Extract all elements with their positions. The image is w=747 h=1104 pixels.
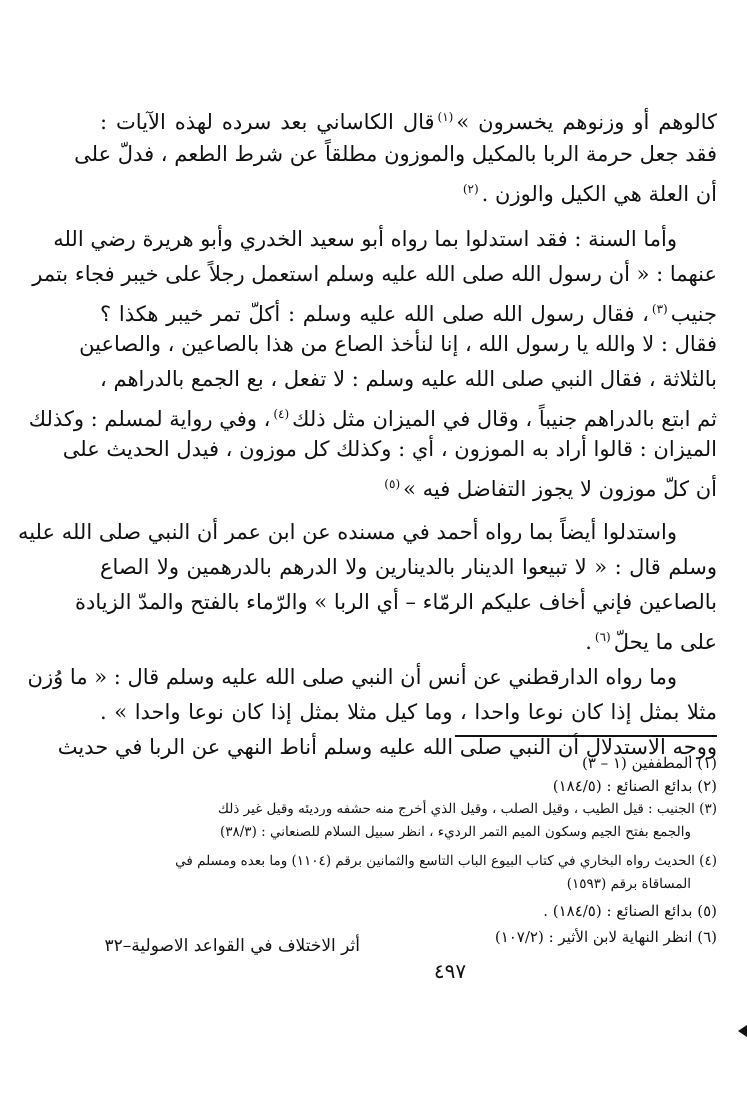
- body-line-4: وأما السنة : فقد استدلوا بما رواه أبو سعيد الخدري وأبو هريرة رضي الله: [53, 227, 677, 251]
- footnote-ref-2: (٢): [462, 182, 479, 196]
- text-span: ، فقال رسول الله صلى الله عليه وسلم : أكلّ تمر خيبر هكذا ؟: [100, 302, 649, 326]
- text-span: أن كلّ موزون لا يجوز التفاضل فيه »: [403, 477, 717, 501]
- page-number: ٤٩٧: [433, 959, 467, 983]
- body-line-15: [100, 620, 717, 659]
- body-line-14: بالصاعين فإني أخاف عليكم الرمّاء – أي الربا » والرّماء بالفتح والمدّ الزيادة: [75, 590, 717, 614]
- body-line-11: [100, 467, 717, 506]
- footnote-ref-3: (٣): [651, 302, 668, 316]
- text-span: أن العلة هي الكيل والوزن .: [481, 182, 717, 206]
- body-line-9: [28, 397, 717, 436]
- text-span: ، وفي رواية لمسلم : وكذلك: [28, 407, 271, 431]
- footnote-3: (٣) الجنيب : قيل الطيب ، وقيل الصلب ، وقيل الذي أخرج منه حشفه ورديئه وقيل غير ذلك: [217, 801, 717, 817]
- body-line-8: بالثلاثة ، فقال النبي صلى الله عليه وسلم : لا تفعل ، بع الجمع بالدراهم ،: [100, 367, 717, 391]
- footnote-4-continued: المساقاة برقم (١٥٩٣): [566, 876, 691, 892]
- footnote-5: (٥) بدائع الصنائع : (١٨٤/٥) .: [543, 902, 717, 920]
- body-line-13: وسلم قال : « لا تبيعوا الدينار بالدينارين ولا الدرهم بالدرهمين ولا الصاع: [100, 555, 717, 579]
- text-span: ثم ابتع بالدراهم جنيباً ، وقال في الميزان مثل ذلك: [292, 407, 717, 431]
- footnote-ref-5: (٥): [384, 477, 401, 491]
- text-span: جنيب: [670, 302, 717, 326]
- body-line-7: فقال : لا والله يا رسول الله ، إنا لنأخذ الصاع من هذا بالصاعين ، والصاعين: [79, 332, 717, 356]
- body-line-2: فقد جعل حرمة الربا بالمكيل والموزون مطلقاً عن شرط الطعم ، فدلّ على: [74, 142, 717, 166]
- page-edge-marker: [738, 1025, 747, 1037]
- footnote-separator: [455, 735, 717, 737]
- body-line-16: وما رواه الدارقطني عن أنس أن النبي صلى الله عليه وسلم قال : « ما وُزن: [27, 665, 677, 689]
- footnote-ref-6: (٦): [594, 630, 611, 644]
- footnote-ref-1: (١): [437, 110, 454, 124]
- body-line-6: [100, 292, 717, 331]
- body-line-12: واستدلوا أيضاً بما رواه أحمد في مسنده عن ابن عمر أن النبي صلى الله عليه: [17, 520, 677, 544]
- text-span: قال الكاساني بعد سرده لهذه الآيات :: [100, 110, 435, 134]
- body-line-18: ووجه الاستدلال أن النبي صلى الله عليه وسلم أناط النهي عن الربا في حديث: [57, 735, 717, 759]
- body-line-1: [100, 100, 717, 139]
- footnote-ref-4: (٤): [273, 407, 290, 421]
- body-line-17: مثلا بمثل إذا كان نوعا واحدا ، وما كيل مثلا بمثل إذا كان نوعا واحدا » .: [100, 700, 717, 724]
- footnote-4: (٤) الحديث رواه البخاري في كتاب البيوع الباب التاسع والثمانين برقم (١١٠٤) وما بعده ومسلم في: [175, 853, 717, 869]
- body-line-5: عنهما : « أن رسول الله صلى الله عليه وسلم استعمل رجلاً على خيبر فجاء بتمر: [32, 262, 717, 286]
- footnote-2: (٢) بدائع الصنائع : (١٨٤/٥): [552, 777, 717, 795]
- text-span: .: [585, 630, 592, 654]
- body-line-10: الميزان : قالوا أراد به الموزون ، أي : وكذلك كل موزون ، فيدل الحديث على: [62, 437, 717, 461]
- text-span: كالوهم أو وزنوهم يخسرون »: [456, 110, 718, 134]
- running-footer-title: أثر الاختلاف في القواعد الاصولية–٣٢: [104, 936, 360, 956]
- footnote-1: (١) المطففين (١ – ٣): [581, 754, 717, 772]
- footnote-6: (٦) انظر النهاية لابن الأثير : (١٠٧/٢): [494, 928, 717, 946]
- text-span: على ما يحلّ: [613, 630, 717, 654]
- footnote-3-continued: والجمع بفتح الجيم وسكون الميم التمر الرديء ، انظر سبيل السلام للصنعاني : (٣٨/٣): [219, 824, 691, 840]
- body-line-3: [100, 172, 717, 211]
